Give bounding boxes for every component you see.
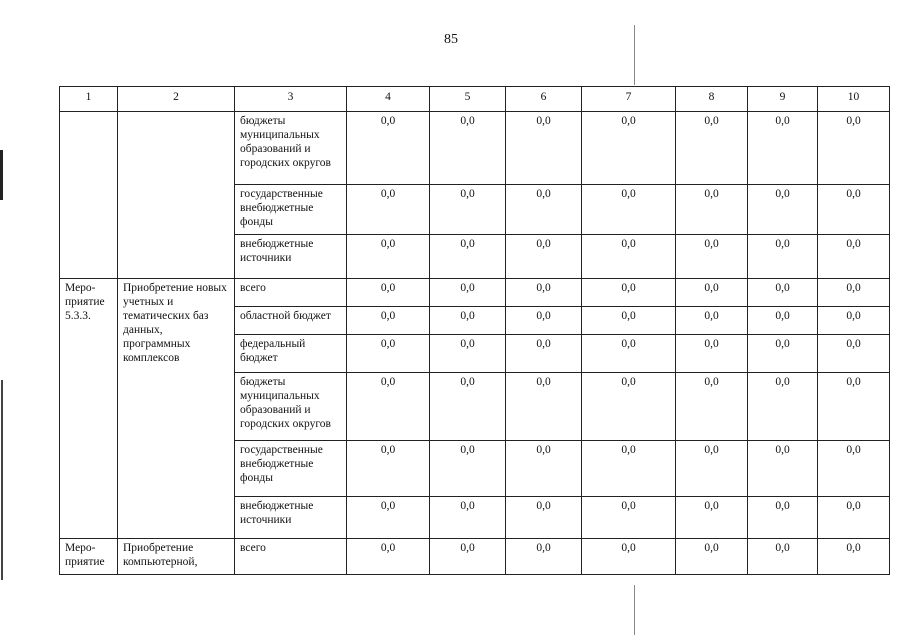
description-cell: Приобретение новых учетных и тематических баз данных, программных комплексов — [118, 279, 235, 539]
header-cell: 4 — [347, 87, 430, 112]
value-cell: 0,0 — [347, 441, 430, 497]
value-cell: 0,0 — [676, 335, 748, 373]
value-cell: 0,0 — [430, 235, 506, 279]
funding-source-cell: областной бюджет — [235, 307, 347, 335]
scan-edge-mark — [1, 380, 3, 580]
value-cell: 0,0 — [506, 235, 582, 279]
value-cell: 0,0 — [676, 441, 748, 497]
value-cell: 0,0 — [582, 497, 676, 539]
scan-fold-line — [634, 585, 635, 635]
value-cell: 0,0 — [676, 279, 748, 307]
value-cell: 0,0 — [506, 307, 582, 335]
value-cell: 0,0 — [676, 497, 748, 539]
value-cell: 0,0 — [430, 373, 506, 441]
value-cell: 0,0 — [582, 112, 676, 185]
value-cell: 0,0 — [748, 185, 818, 235]
value-cell: 0,0 — [506, 112, 582, 185]
header-row — [60, 87, 890, 112]
value-cell: 0,0 — [582, 441, 676, 497]
header-cell: 3 — [235, 87, 347, 112]
funding-source-cell: всего — [235, 279, 347, 307]
value-cell: 0,0 — [506, 279, 582, 307]
description-cell: Приобретение компьютерной, — [118, 539, 235, 575]
scan-edge-mark — [0, 150, 3, 200]
value-cell: 0,0 — [582, 279, 676, 307]
funding-source-cell: федеральный бюджет — [235, 335, 347, 373]
budget-table — [59, 86, 890, 575]
value-cell: 0,0 — [506, 539, 582, 575]
value-cell: 0,0 — [676, 307, 748, 335]
value-cell: 0,0 — [748, 441, 818, 497]
value-cell: 0,0 — [430, 112, 506, 185]
value-cell: 0,0 — [430, 497, 506, 539]
header-cell: 7 — [582, 87, 676, 112]
header-cell: 10 — [818, 87, 890, 112]
funding-source-cell: бюджеты муниципальных образований и городских округов — [235, 112, 347, 185]
value-cell: 0,0 — [582, 185, 676, 235]
value-cell: 0,0 — [582, 335, 676, 373]
value-cell: 0,0 — [748, 279, 818, 307]
value-cell: 0,0 — [748, 307, 818, 335]
value-cell: 0,0 — [347, 373, 430, 441]
value-cell: 0,0 — [748, 112, 818, 185]
value-cell: 0,0 — [347, 335, 430, 373]
table-row — [60, 279, 890, 307]
value-cell: 0,0 — [506, 185, 582, 235]
value-cell: 0,0 — [582, 373, 676, 441]
header-cell: 2 — [118, 87, 235, 112]
value-cell: 0,0 — [430, 335, 506, 373]
value-cell: 0,0 — [818, 185, 890, 235]
value-cell: 0,0 — [506, 373, 582, 441]
value-cell: 0,0 — [818, 279, 890, 307]
value-cell: 0,0 — [748, 235, 818, 279]
value-cell: 0,0 — [347, 279, 430, 307]
value-cell: 0,0 — [818, 373, 890, 441]
measure-cell: Меро-приятие — [60, 539, 118, 575]
funding-source-cell: всего — [235, 539, 347, 575]
value-cell: 0,0 — [430, 307, 506, 335]
measure-cell — [60, 112, 118, 279]
value-cell: 0,0 — [748, 335, 818, 373]
page-number: 85 — [444, 32, 458, 47]
value-cell: 0,0 — [818, 235, 890, 279]
value-cell: 0,0 — [430, 185, 506, 235]
value-cell: 0,0 — [582, 235, 676, 279]
funding-source-cell: внебюджетные источники — [235, 235, 347, 279]
value-cell: 0,0 — [347, 307, 430, 335]
value-cell: 0,0 — [748, 539, 818, 575]
value-cell: 0,0 — [430, 279, 506, 307]
value-cell: 0,0 — [506, 335, 582, 373]
value-cell: 0,0 — [582, 539, 676, 575]
table-row — [60, 112, 890, 185]
value-cell: 0,0 — [676, 373, 748, 441]
description-cell — [118, 112, 235, 279]
value-cell: 0,0 — [347, 112, 430, 185]
value-cell: 0,0 — [676, 112, 748, 185]
funding-source-cell: внебюджетные источники — [235, 497, 347, 539]
value-cell: 0,0 — [430, 539, 506, 575]
measure-cell: Меро-приятие 5.3.3. — [60, 279, 118, 539]
scan-fold-line — [634, 25, 635, 85]
value-cell: 0,0 — [676, 539, 748, 575]
value-cell: 0,0 — [347, 235, 430, 279]
value-cell: 0,0 — [347, 497, 430, 539]
value-cell: 0,0 — [582, 307, 676, 335]
header-cell: 5 — [430, 87, 506, 112]
funding-source-cell: бюджеты муниципальных образований и городских округов — [235, 373, 347, 441]
value-cell: 0,0 — [748, 373, 818, 441]
value-cell: 0,0 — [347, 185, 430, 235]
value-cell: 0,0 — [818, 441, 890, 497]
funding-source-cell: государственные внебюджетные фонды — [235, 185, 347, 235]
value-cell: 0,0 — [818, 497, 890, 539]
header-cell: 9 — [748, 87, 818, 112]
value-cell: 0,0 — [818, 112, 890, 185]
value-cell: 0,0 — [347, 539, 430, 575]
value-cell: 0,0 — [818, 307, 890, 335]
value-cell: 0,0 — [676, 235, 748, 279]
value-cell: 0,0 — [506, 441, 582, 497]
header-cell: 8 — [676, 87, 748, 112]
value-cell: 0,0 — [818, 335, 890, 373]
funding-source-cell: государственные внебюджетные фонды — [235, 441, 347, 497]
value-cell: 0,0 — [506, 497, 582, 539]
value-cell: 0,0 — [676, 185, 748, 235]
header-cell: 1 — [60, 87, 118, 112]
table-row — [60, 539, 890, 575]
value-cell: 0,0 — [748, 497, 818, 539]
header-cell: 6 — [506, 87, 582, 112]
value-cell: 0,0 — [430, 441, 506, 497]
value-cell: 0,0 — [818, 539, 890, 575]
